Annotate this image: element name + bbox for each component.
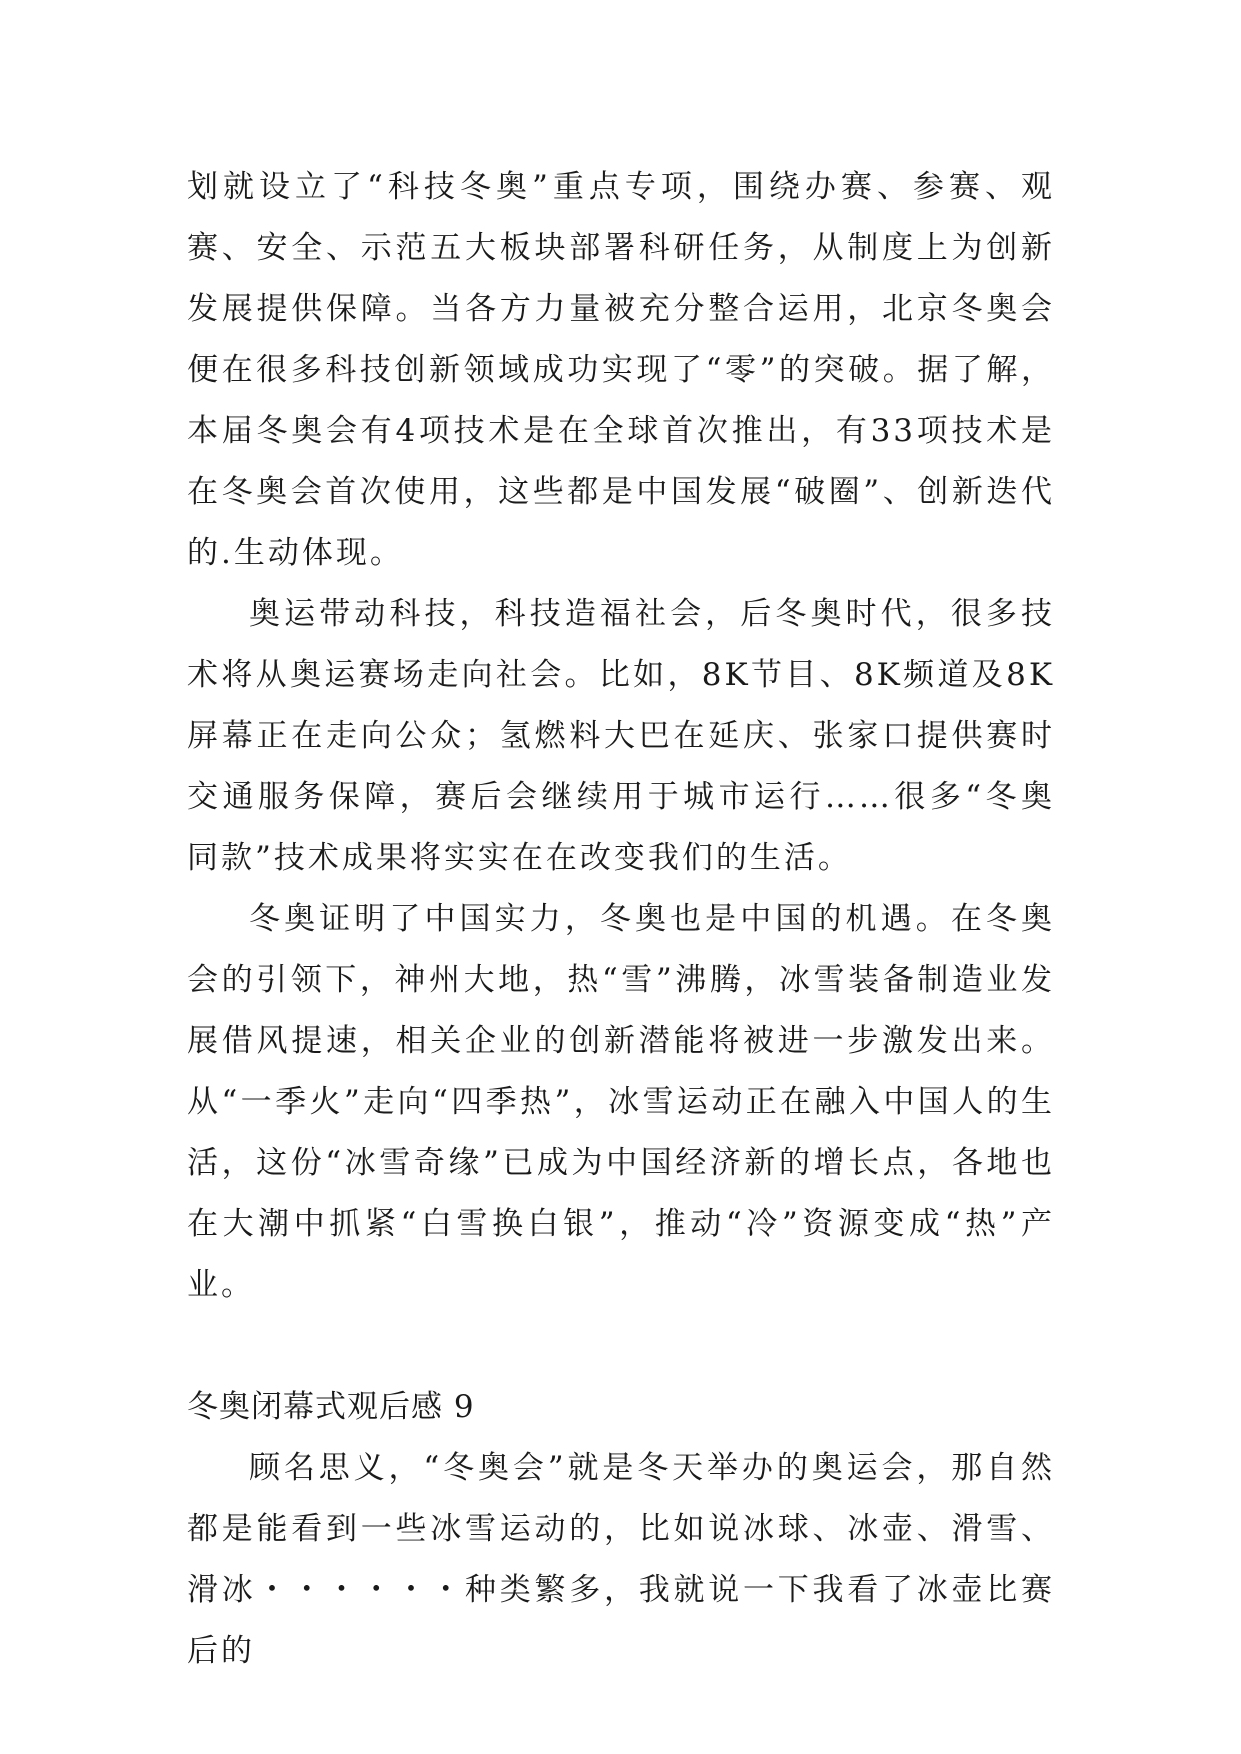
document-body (187, 157, 1055, 1682)
paragraph-3: 冬奥证明了中国实力，冬奥也是中国的机遇。在冬奥会的引领下，神州大地，热“雪”沸腾，冰雪装备制造业发展借风提速，相关企业的创新潜能将被进一步激发出来。从“一季火”走向“四季热”，冰雪运动正在融入中国人的生活，这份“冰雪奇缘”已成为中国经济新的增长点，各地也在大潮中抓紧“白雪换白银”，推动“冷”资源变成“热”产业。 (187, 901, 1055, 1303)
paragraph-2: 奥运带动科技，科技造福社会，后冬奥时代，很多技术将从奥运赛场走向社会。比如，8K节目、8K频道及8K屏幕正在走向公众；氢燃料大巴在延庆、张家口提供赛时交通服务保障，赛后会继续用于城市运行……很多“冬奥同款”技术成果将实实在在改变我们的生活。 (187, 596, 1055, 876)
section-heading: 冬奥闭幕式观后感 9 (187, 1389, 475, 1425)
paragraph-4: 顾名思义，“冬奥会”就是冬天举办的奥运会，那自然都是能看到一些冰雪运动的，比如说冰球、冰壶、滑雪、滑冰・・・・・・种类繁多，我就说一下我看了冰壶比赛后的 (187, 1450, 1055, 1669)
paragraph-1: 划就设立了“科技冬奥”重点专项，围绕办赛、参赛、观赛、安全、示范五大板块部署科研任务，从制度上为创新发展提供保障。当各方力量被充分整合运用，北京冬奥会便在很多科技创新领域成功实现了“零”的突破。据了解，本届冬奥会有4项技术是在全球首次推出，有33项技术是在冬奥会首次使用，这些都是中国发展“破圈”、创新迭代的.生动体现。 (187, 169, 1055, 571)
